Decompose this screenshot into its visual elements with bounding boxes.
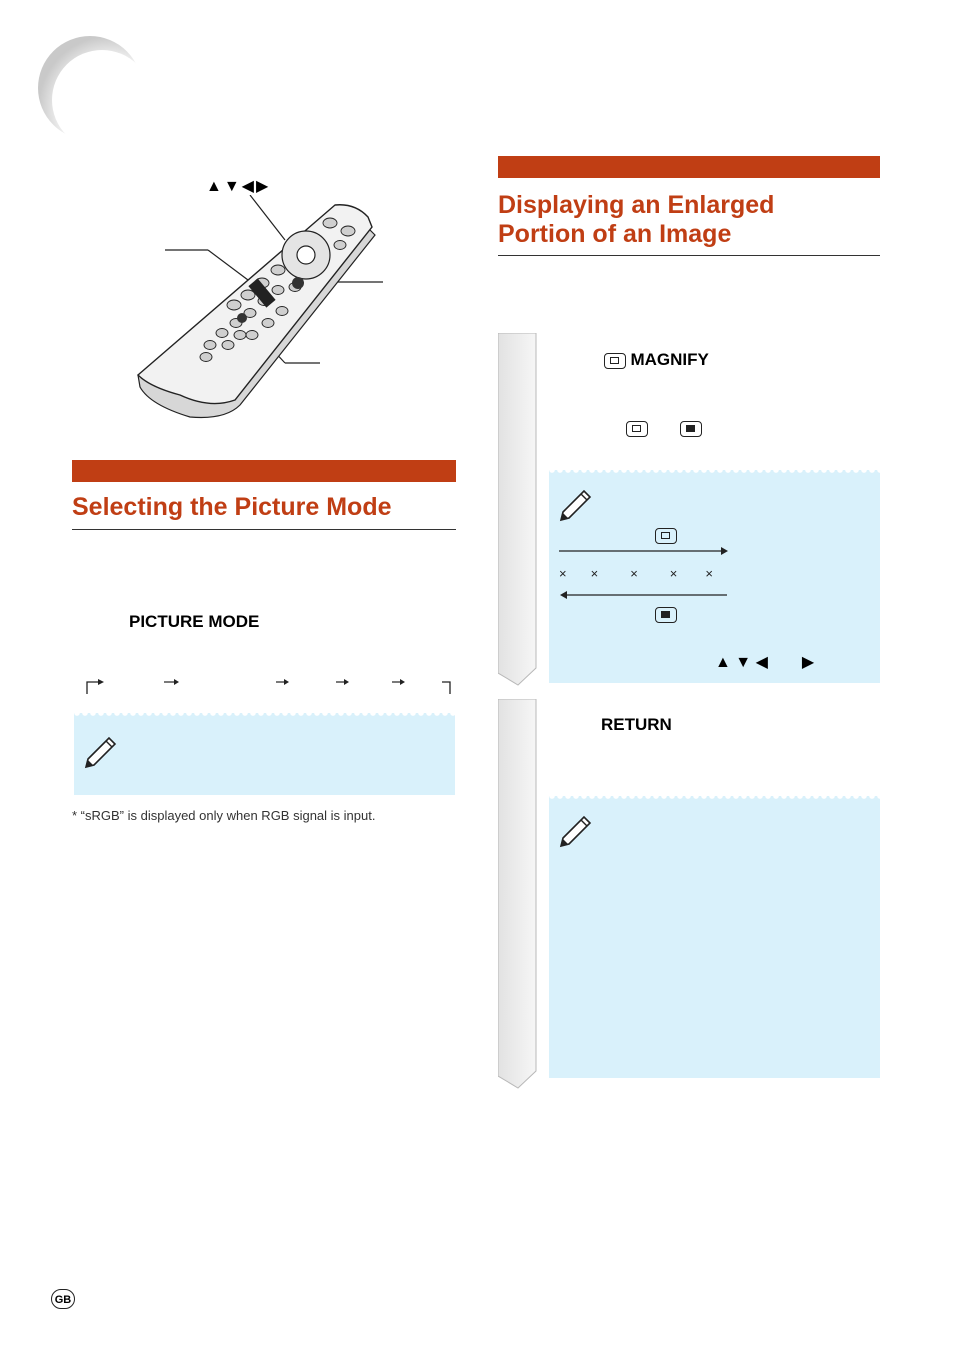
magnify-icon [626, 421, 648, 437]
srgb-footnote: * “sRGB” is displayed only when RGB signal is input. [72, 808, 376, 823]
magnify-icon [655, 528, 677, 544]
corner-decoration [30, 28, 150, 148]
zoom-out-arrow [559, 590, 729, 600]
heading-rule [72, 529, 456, 530]
note-pencil-icon [557, 808, 597, 848]
step-1-strip [498, 333, 538, 688]
magnify-note [549, 470, 880, 683]
return-icon [655, 607, 677, 623]
picture-mode-button-label: PICTURE MODE [129, 612, 260, 631]
picture-mode-heading: Selecting the Picture Mode [72, 493, 392, 521]
magnify-heading-line1: Displaying an Enlarged [498, 191, 775, 219]
region-badge: GB [51, 1289, 75, 1309]
magnify-icon [604, 353, 626, 369]
magnify-button-row [604, 350, 709, 370]
remote-control-illustration [130, 195, 400, 425]
return-note [549, 796, 880, 1078]
arrow-keys-label: ▲▼◀▶ [206, 178, 271, 195]
return-button-label: RETURN [601, 715, 672, 734]
zoom-levels-row: × × × × × [559, 566, 713, 581]
zoom-in-arrow [559, 546, 729, 556]
section-bar-picture-mode [72, 460, 456, 482]
picture-mode-cycle-diagram [80, 676, 456, 696]
return-icon-small [680, 420, 702, 438]
magnify-button-label: MAGNIFY [630, 350, 709, 369]
step-2-strip [498, 699, 538, 1091]
magnify-icon-small [626, 420, 648, 438]
note-pencil-icon [82, 729, 122, 769]
picture-mode-note [74, 713, 455, 795]
scroll-arrows: ▲ ▼ ◀ ▶ [715, 654, 815, 671]
section-bar-magnify [498, 156, 880, 178]
return-icon [680, 421, 702, 437]
magnify-heading-line2: Portion of an Image [498, 220, 732, 248]
heading-rule [498, 255, 880, 256]
note-pencil-icon [557, 482, 597, 522]
